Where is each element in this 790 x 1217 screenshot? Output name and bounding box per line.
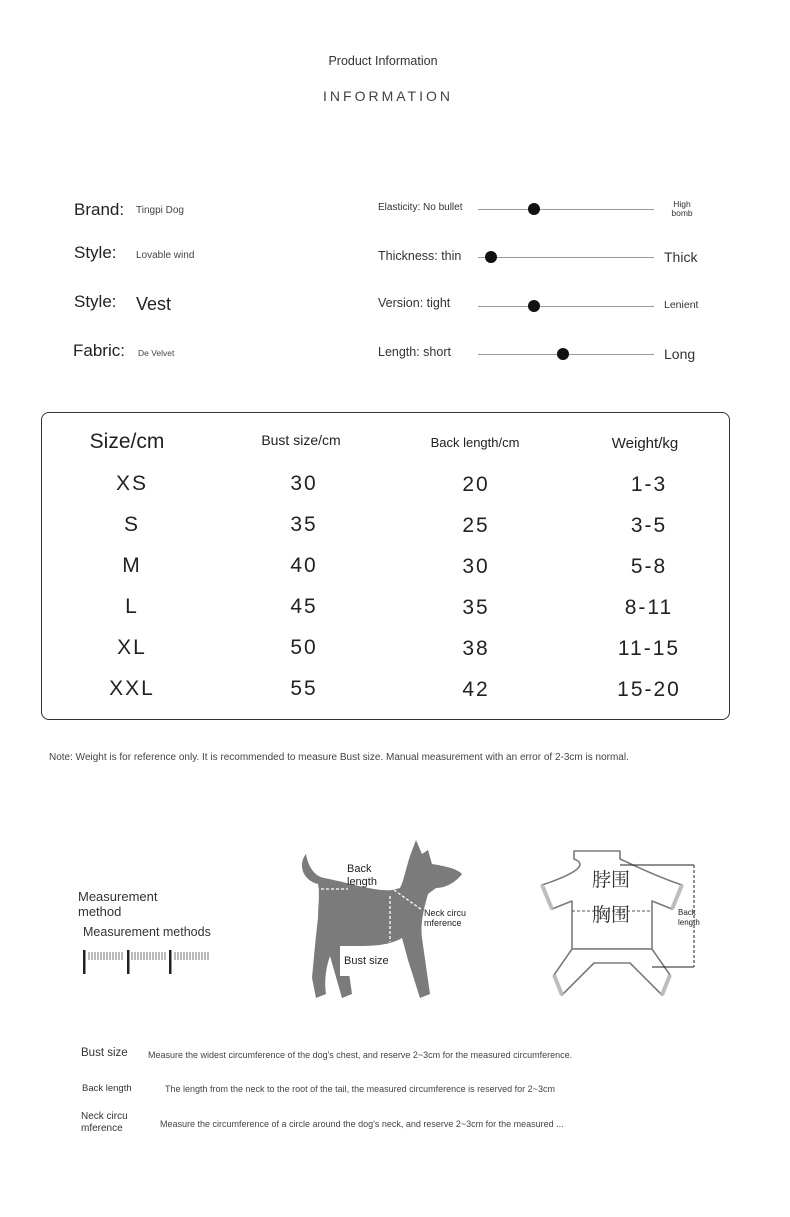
elasticity-label: Elasticity: No bullet: [378, 202, 463, 213]
table-cell: 45: [290, 595, 318, 618]
table-cell: 5-8: [630, 555, 668, 578]
desc-bust-text: Measure the widest circumference of the dog's chest, and reserve 2~3cm for the measured circumference.: [148, 1050, 573, 1060]
desc-back-length-label: Back length: [82, 1083, 132, 1094]
length-end-label: Long: [664, 346, 696, 362]
desc-neck-label: Neck circu mference: [81, 1111, 128, 1134]
length-label: Length: short: [378, 345, 451, 359]
table-cell: 30: [462, 555, 490, 578]
desc-neck-text: Measure the circumference of a circle around the dog's neck, and reserve 2~3cm for the measured ...: [160, 1119, 564, 1129]
header-subtitle: Product Information: [328, 54, 438, 68]
style-value-2: Vest: [136, 294, 172, 314]
table-cell: 35: [290, 513, 318, 536]
table-cell: 55: [290, 677, 318, 700]
clothing-neck-label: 脖围: [592, 870, 631, 891]
dog-neck-label: Neck circu mference: [424, 908, 467, 928]
brand-label: Brand:: [74, 200, 125, 219]
style-label: Style:: [74, 243, 117, 262]
length-scale: [478, 354, 654, 355]
length-marker: [557, 348, 569, 360]
brand-value: Tingpi Dog: [136, 205, 184, 216]
fabric-value: De Velvet: [138, 348, 175, 358]
desc-bust-label: Bust size: [81, 1047, 128, 1059]
table-cell: XS: [115, 472, 148, 495]
table-cell: XXL: [109, 677, 155, 700]
table-cell: S: [123, 513, 140, 536]
fabric-label: Fabric:: [73, 341, 125, 360]
table-cell: 11-15: [617, 637, 681, 660]
elasticity-scale: [478, 209, 654, 210]
table-cell: L: [125, 595, 139, 618]
table-cell: 35: [462, 596, 490, 619]
dog-bust-label: Bust size: [344, 955, 389, 967]
table-header-back-length: Back length/cm: [430, 435, 520, 450]
table-cell: 15-20: [617, 678, 681, 701]
measurement-subtitle: Measurement methods: [83, 925, 211, 939]
table-header-size: Size/cm: [89, 430, 165, 453]
thickness-marker: [485, 251, 497, 263]
table-cell: 30: [290, 472, 318, 495]
clothing-back-length-label: Back length: [678, 908, 700, 927]
thickness-label: Thickness: thin: [378, 249, 462, 263]
table-header-weight: Weight/kg: [611, 435, 679, 452]
table-cell: 20: [462, 473, 490, 496]
table-cell: 25: [462, 514, 490, 537]
measurement-title: Measurement method: [78, 889, 158, 919]
clothing-chest-label: 胸围: [592, 905, 631, 926]
table-cell: 42: [462, 678, 490, 701]
thickness-end-label: Thick: [664, 249, 698, 265]
tape-measure-icon: [82, 950, 212, 976]
thickness-scale: [478, 257, 654, 258]
table-cell: M: [122, 554, 142, 577]
desc-back-length-text: The length from the neck to the root of the tail, the measured circumference is reserved for 2~3cm: [165, 1084, 555, 1094]
table-cell: 50: [290, 636, 318, 659]
elasticity-end-label: High bomb: [671, 199, 693, 218]
table-cell: 3-5: [630, 514, 668, 537]
style-label-2: Style:: [74, 292, 117, 311]
table-cell: 1-3: [630, 473, 668, 496]
elasticity-marker: [528, 203, 540, 215]
table-cell: 8-11: [624, 596, 674, 619]
table-header-bust: Bust size/cm: [261, 432, 341, 448]
table-cell: 38: [462, 637, 490, 660]
version-marker: [528, 300, 540, 312]
note-text: Note: Weight is for reference only. It is recommended to measure Bust size. Manual measurement with an error of 2-3cm is normal.: [49, 752, 629, 763]
style-value: Lovable wind: [136, 250, 195, 261]
version-end-label: Lenient: [664, 299, 699, 311]
table-cell: XL: [117, 636, 147, 659]
dog-back-length-label: Back length: [347, 863, 377, 888]
version-scale: [478, 306, 654, 307]
header-title: INFORMATION: [323, 88, 453, 104]
table-cell: 40: [290, 554, 318, 577]
version-label: Version: tight: [378, 296, 451, 310]
